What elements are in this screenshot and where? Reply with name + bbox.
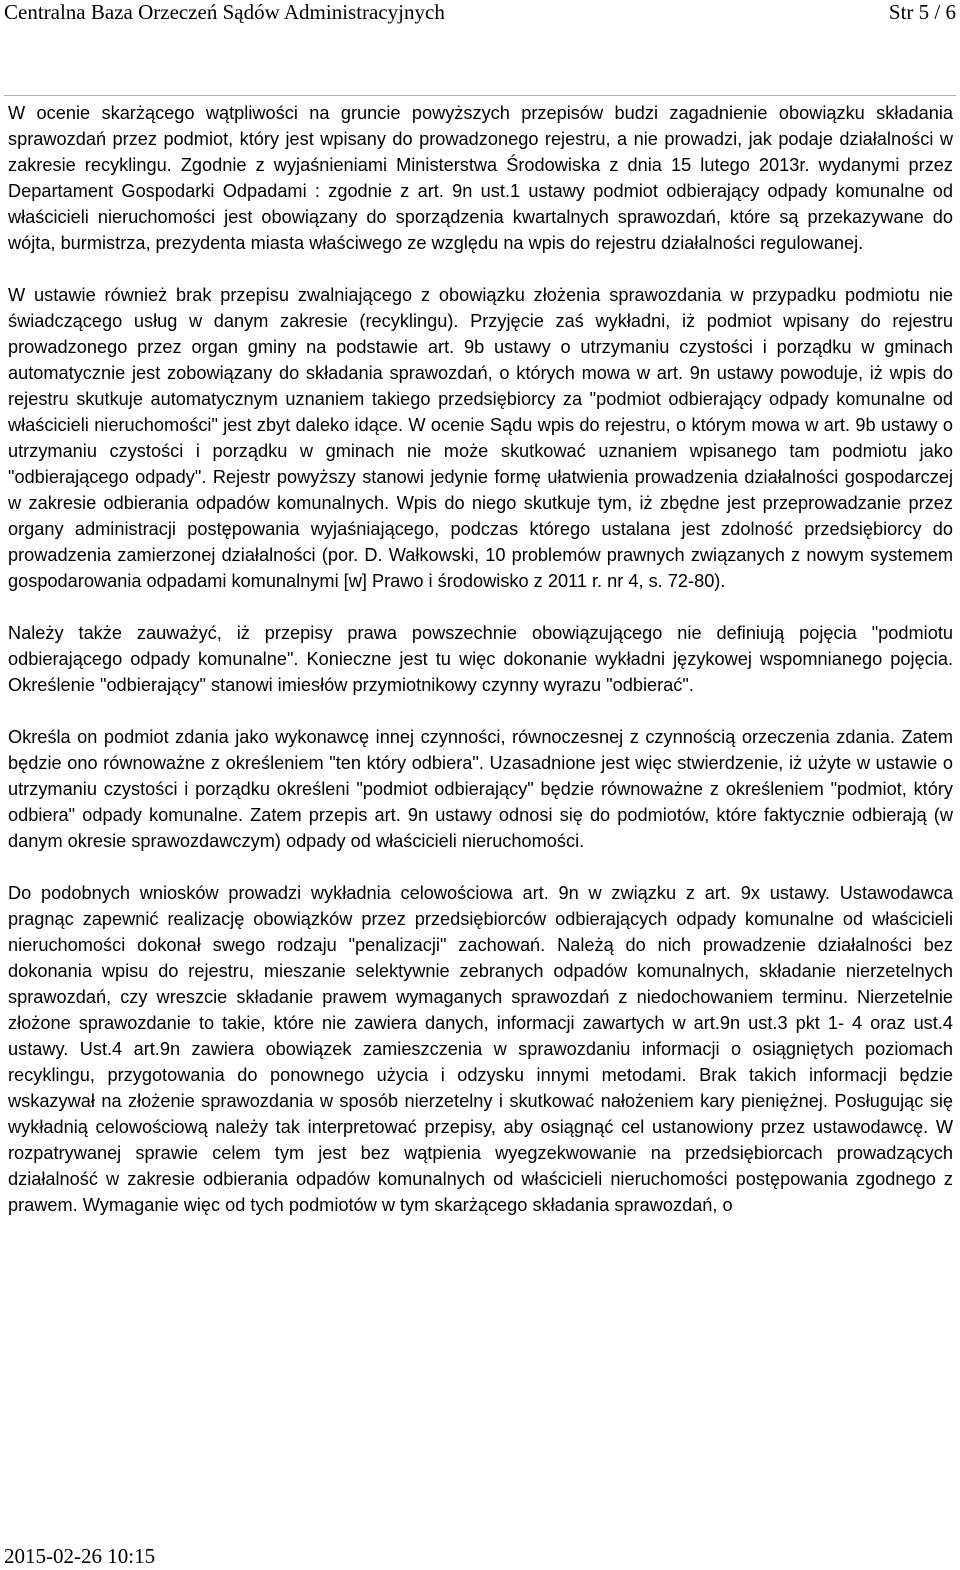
page-number: Str 5 / 6 — [888, 0, 956, 24]
header-divider — [4, 95, 956, 96]
paragraph-5: Do podobnych wniosków prowadzi wykładnia celowościowa art. 9n w związku z art. 9x ustawy. Ustawodawca pragnąc zapewnić realizację obowiązków przez przedsiębiorców odbierających odpady komunalne od właścicieli nieruchomości dokonał swego rodzaju "penalizacji" zachowań. Należą do nich prowadzenie działalności bez dokonania wpisu do rejestru, mieszanie selektywnie zebranych odpadów komunalnych, składanie nierzetelnych sprawozdań, czy wreszcie składanie prawem wymaganych sprawozdań z niedochowaniem terminu. Nierzetelnie złożone sprawozdanie to takie, które nie zawiera danych, informacji zawartych w art.9n ust.3 pkt 1- 4 oraz ust.4 ustawy. Ust.4 art.9n zawiera obowiązek zamieszczenia w sprawozdaniu informacji o osiągniętych poziomach recyklingu, przygotowania do ponownego użycia i odzysku innymi metodami. Brak takich informacji będzie wskazywał na złożenie sprawozdania w sposób nierzetelny i skutkować nałożeniem kary pieniężnej. Posługując się wykładnią celowościową należy tak interpretować przepisy, aby osiągnąć cel ustanowiony przez ustawodawcę. W rozpatrywanej sprawie celem tym jest bez wątpienia wyegzekwowanie na przedsiębiorcach prowadzących działalność w zakresie odbierania odpadów komunalnych od właścicieli nieruchomości postępowania zgodnego z prawem. Wymaganie więc od tych podmiotów w tym skarżącego składania sprawozdań, o — [8, 883, 953, 1215]
paragraph-4: Określa on podmiot zdania jako wykonawcę innej czynności, równoczesnej z czynnością orzeczenia zdania. Zatem będzie ono równoważne z określeniem "ten który odbiera". Uzasadnione jest więc stwierdzenie, iż użyte w ustawie o utrzymaniu czystości i porządku określeni "podmiot odbierający" będzie równoważne z określeniem "podmiot, który odbiera" odpady komunalne. Zatem przepis art. 9n ustawy odnosi się do podmiotów, które faktycznie odbierają (w danym okresie sprawozdawczym) odpady od właścicieli nieruchomości. — [8, 727, 953, 851]
document-body — [8, 100, 953, 1244]
paragraph-2: W ustawie również brak przepisu zwalniającego z obowiązku złożenia sprawozdania w przypadku podmiotu nie świadczącego usług w danym zakresie (recyklingu). Przyjęcie zaś wykładni, iż podmiot wpisany do rejestru prowadzonego przez organ gminy na podstawie art. 9b ustawy o utrzymaniu czystości i porządku w gminach automatycznie jest zobowiązany do składania sprawozdań, o których mowa w art. 9n ustawy powoduje, iż wpis do rejestru skutkuje automatycznym uznaniem takiego przedsiębiorcy za "podmiot odbierający odpady komunalne od właścicieli nieruchomości" jest zbyt daleko idące. W ocenie Sądu wpis do rejestru, o którym mowa w art. 9b ustawy o utrzymaniu czystości i porządku w gminach nie może skutkować uznaniem wpisanego tam podmiotu jako "odbierającego odpady". Rejestr powyższy stanowi jedynie formę ułatwienia prowadzenia działalności gospodarczej w zakresie odbierania odpadów komunalnych. Wpis do niego skutkuje tym, iż zbędne jest przeprowadzanie przez organy administracji postępowania wyjaśniającego, podczas którego ustalana jest zdolność przedsiębiorcy do prowadzenia zamierzonej działalności (por. D. Wałkowski, 10 problemów prawnych związanych z nowym systemem gospodarowania odpadami komunalnymi [w] Prawo i środowisko z 2011 r. nr 4, s. 72-80). — [8, 285, 953, 591]
print-timestamp: 2015-02-26 10:15 — [4, 1544, 156, 1568]
paragraph-1: W ocenie skarżącego wątpliwości na gruncie powyższych przepisów budzi zagadnienie obowiązku składania sprawozdań przez podmiot, który jest wpisany do prowadzonego rejestru, a nie prowadzi, jak podaje działalności w zakresie recyklingu. Zgodnie z wyjaśnieniami Ministerstwa Środowiska z dnia 15 lutego 2013r. wydanymi przez Departament Gospodarki Odpadami : zgodnie z art. 9n ust.1 ustawy podmiot odbierający odpady komunalne od właścicieli nieruchomości jest obowiązany do sporządzenia kwartalnych sprawozdań, które są przekazywane do wójta, burmistrza, prezydenta miasta właściwego ze względu na wpis do rejestru działalności regulowanej. — [8, 103, 953, 253]
document-source-title: Centralna Baza Orzeczeń Sądów Administracyjnych — [4, 0, 445, 24]
paragraph-3: Należy także zauważyć, iż przepisy prawa powszechnie obowiązującego nie definiują pojęcia "podmiotu odbierającego odpady komunalne". Konieczne jest tu więc dokonanie wykładni językowej wspomnianego pojęcia. Określenie "odbierający" stanowi imiesłów przymiotnikowy czynny wyrazu "odbierać". — [8, 623, 953, 695]
